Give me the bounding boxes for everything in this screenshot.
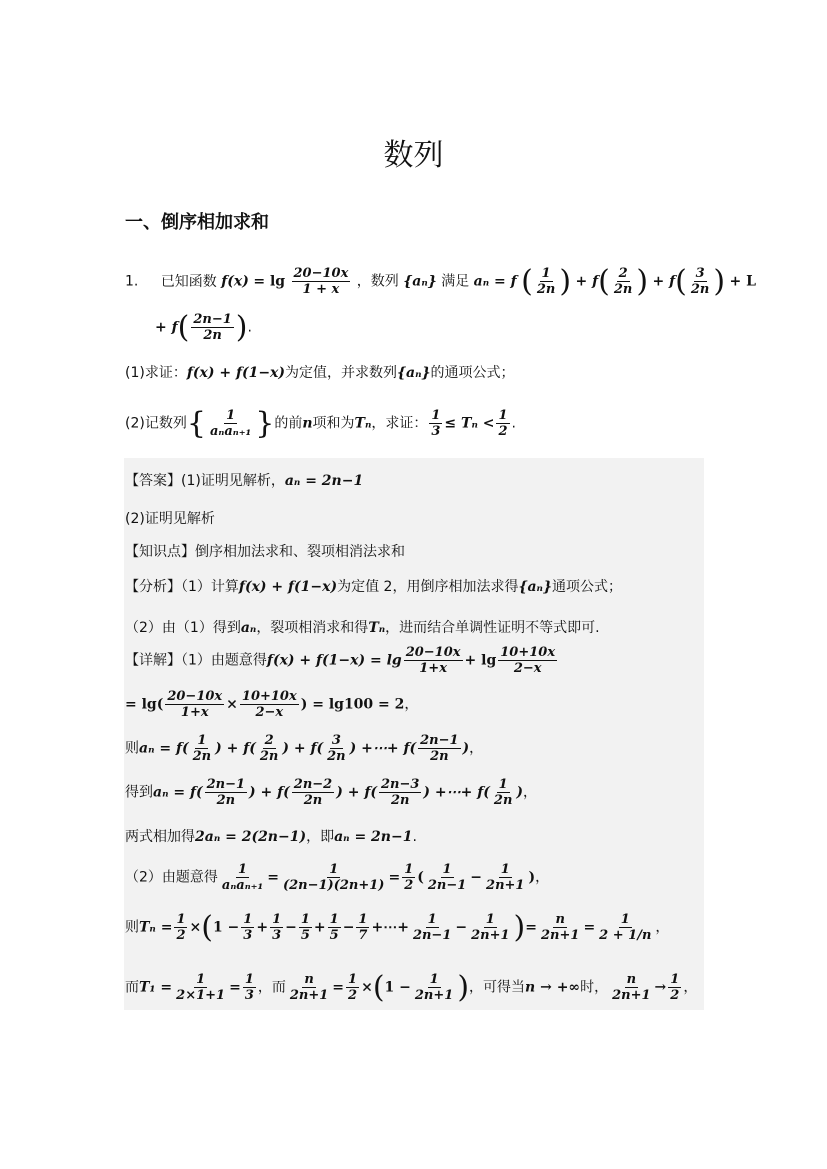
problem-part-1: (1)求证：f(x) + f(1−x)为定值，并求数列{aₙ}的通项公式； — [125, 365, 515, 381]
detail-line-6: （2）由题意得 $\frac{1}{\text{aₙaₙ₊₁}}$ = $\frac{1}{(2n-1)(2n+1)}$ = $\frac{1}{2}$ ( $\frac{1}{2n-1}$ − $\frac{1}{2n+1}$ )， — [125, 862, 550, 893]
problem-number: 1. — [125, 273, 139, 290]
problem-line-2: + f( $\frac{2n-1}{2n}$ ). — [155, 310, 252, 345]
analysis-line-1: 【分析】（1）计算f(x) + f(1−x)为定值 2，用倒序相加法求得{aₙ}通项公式； — [125, 579, 622, 595]
detail-line-1: 【详解】（1）由题意得f(x) + f(1−x) = lg $\frac{20-10x}{1+x}$ + lg $\frac{10+10x}{2-x}$ — [125, 645, 556, 676]
problem-line-1: 1. 已知函数 f(x) = lg $\frac{20-10x}{1 + x}$ ，数列 {aₙ} 满足 aₙ = f ( $\frac{1}{2n}$ ) + f( $\frac{2}{2n}$ ) + f( $\frac{3}{2n}$ ) + L — [125, 264, 756, 299]
detail-line-2: = lg( $\frac{20-10x}{1+x}$ × $\frac{10+10x}{2-x}$ ) = lg100 = 2， — [125, 689, 419, 720]
knowledge-point: 【知识点】倒序相加法求和、裂项相消法求和 — [125, 544, 405, 560]
detail-line-8: 而T₁ = $\frac{1}{2\times 1+1}$ = $\frac{1}{3}$ ，而 $\frac{n}{2n+1}$ = $\frac{1}{2}$ ×(1 − $\frac{1}{2n+1}$ )，可得当n → +∞时， $\frac{n}{2n+1}$ → $\frac{1}{2}$ ， — [125, 970, 698, 1005]
detail-line-7: 则Tₙ = $\frac{1}{2}$ ×(1 − $\frac{1}{3}$ + $\frac{1}{3}$ − $\frac{1}{5}$ + $\frac{1}{5}$ − $\frac{1}{7}$ +⋯+ $\frac{1}{2n-1}$ − $\frac{1}{2n+1}$ )= $\frac{n}{2n+1}$ = $\frac{1}{2 + 1/n}$ ， — [125, 910, 670, 945]
section-heading: 一、倒序相加求和 — [125, 212, 269, 233]
answer-line: 【答案】(1)证明见解析，aₙ = 2n−1 — [125, 473, 364, 489]
fraction: $\frac{20-10x}{1 + x}$ — [293, 266, 349, 297]
page-title: 数列 — [383, 138, 444, 173]
answer-line-2: (2)证明见解析 — [125, 511, 215, 527]
detail-line-3: 则aₙ = f( $\frac{1}{2n}$ ) + f( $\frac{2}{2n}$ ) + f( $\frac{3}{2n}$ ) +⋯+ f( $\frac{2n-1}{2n}$ )， — [125, 733, 484, 764]
detail-line-5: 两式相加得2aₙ = 2(2n−1)，即aₙ = 2n−1. — [125, 829, 417, 845]
problem-part-2: (2)记数列{ $\frac{1}{\text{aₙaₙ₊₁}}$ }的前n项和为Tₙ，求证： $\frac{1}{3}$ ≤ Tₙ < $\frac{1}{2}$ . — [125, 406, 516, 441]
analysis-line-2: （2）由（1）得到aₙ，裂项相消求和得Tₙ，进而结合单调性证明不等式即可. — [125, 620, 600, 636]
detail-line-4: 得到aₙ = f( $\frac{2n-1}{2n}$ ) + f( $\frac{2n-2}{2n}$ ) + f( $\frac{2n-3}{2n}$ ) +⋯+ f( $\frac{1}{2n}$ )， — [125, 777, 538, 808]
